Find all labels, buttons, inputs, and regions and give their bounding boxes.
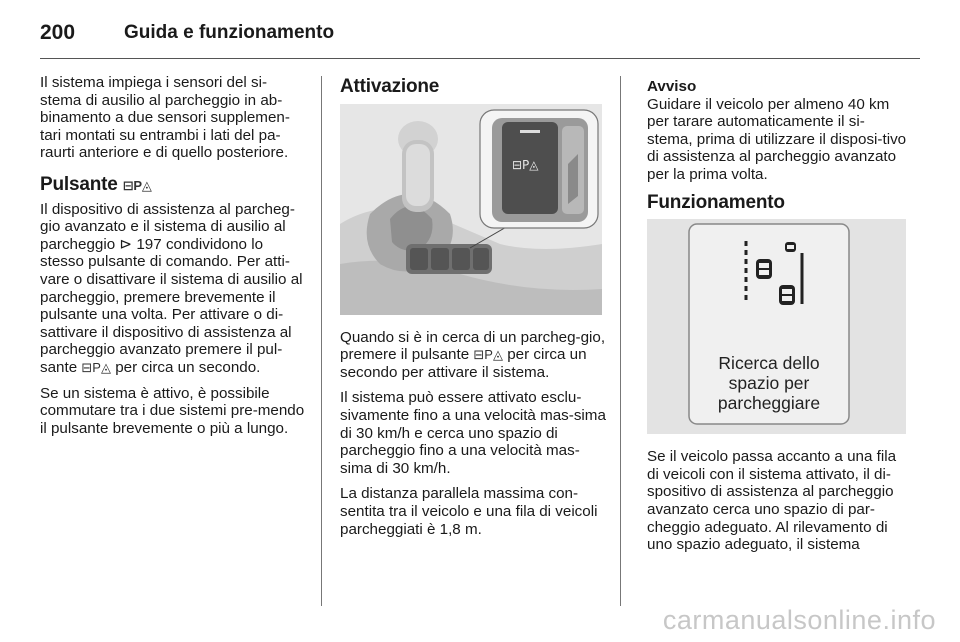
display-message: Ricerca dello spazio per parcheggiare	[717, 353, 821, 414]
paragraph: Se un sistema è attivo, è possibile commutare tra i due sistemi pre-mendo il pulsante brevemente o più a lungo.	[40, 384, 305, 437]
svg-text:⊟P◬: ⊟P◬	[512, 157, 539, 172]
parking-assist-icon: ⊟P◬	[122, 177, 152, 193]
page-header	[40, 17, 334, 49]
watermark: carmanualsonline.info	[662, 605, 936, 635]
column-1	[40, 74, 308, 445]
paragraph: Il sistema impiega i sensori del si-stema di ausilio al parcheggio in ab-binamento a due sensori supplemen-tari montati su entrambi i lati del pa-raurti anteriore e di quello posteriore.	[40, 74, 290, 162]
section-heading: Attivazione	[340, 76, 440, 97]
page-number: 200	[40, 21, 76, 44]
display-figure	[647, 219, 906, 434]
paragraph: Se il veicolo passa accanto a una fila di veicoli con il sistema attivato, il di-spositivo di assistenza al parcheggio avanzato cerca uno spazio di par-cheggio adeguato. Al rilevamento di uno spazio adeguato, il sistema	[647, 448, 897, 554]
parking-assist-button-photo	[340, 104, 602, 315]
column-3	[647, 74, 909, 562]
page-reference-arrow-icon: ⊳	[119, 235, 133, 253]
column-2	[340, 74, 606, 546]
parking-assist-icon: ⊟P◬	[473, 347, 503, 363]
column-divider	[321, 76, 322, 606]
chapter-title: Guida e funzionamento	[124, 22, 335, 43]
paragraph: Il dispositivo di assistenza al parcheg-gio avanzato e il sistema di ausilio al parcheggio ⊳ 197 condividono lo stesso pulsante di comando. Per atti-vare o disattivare il sistema di ausilio al parcheggio, premere brevemente il pulsante una volta. Per attivare o di-sattivare il dispositivo di assistenza al parcheggio avanzato premere il pul-sante ⊟P◬ per circa un secondo.	[40, 200, 303, 376]
section-heading: Pulsante ⊟P◬	[40, 173, 152, 195]
section-heading: Funzionamento	[647, 191, 785, 213]
paragraph: Il sistema può essere attivato esclu-sivamente fino a una velocità mas-sima di 30 km/h e cerca uno spazio di parcheggio fino a una velocità mas-sima di 30 km/h.	[340, 389, 606, 477]
column-divider	[620, 76, 621, 606]
page-reference: 197	[136, 235, 162, 253]
notice-heading: Avviso	[647, 78, 697, 95]
paragraph: La distanza parallela massima con-sentita tra il veicolo e una fila di veicoli parcheggiati è 1,8 m.	[340, 485, 598, 538]
paragraph: Quando si è in cerca di un parcheg-gio, premere il pulsante ⊟P◬ per circa un secondo per attivare il sistema.	[340, 328, 606, 381]
header-rule	[40, 58, 920, 59]
notice-text: Guidare il veicolo per almeno 40 km per tarare automaticamente il si-stema, prima di utilizzare il disposi-tivo di assistenza al parcheggio avanzato per la prima volta.	[647, 95, 907, 183]
parking-assist-icon: ⊟P◬	[81, 359, 111, 375]
notice-box	[647, 78, 909, 184]
